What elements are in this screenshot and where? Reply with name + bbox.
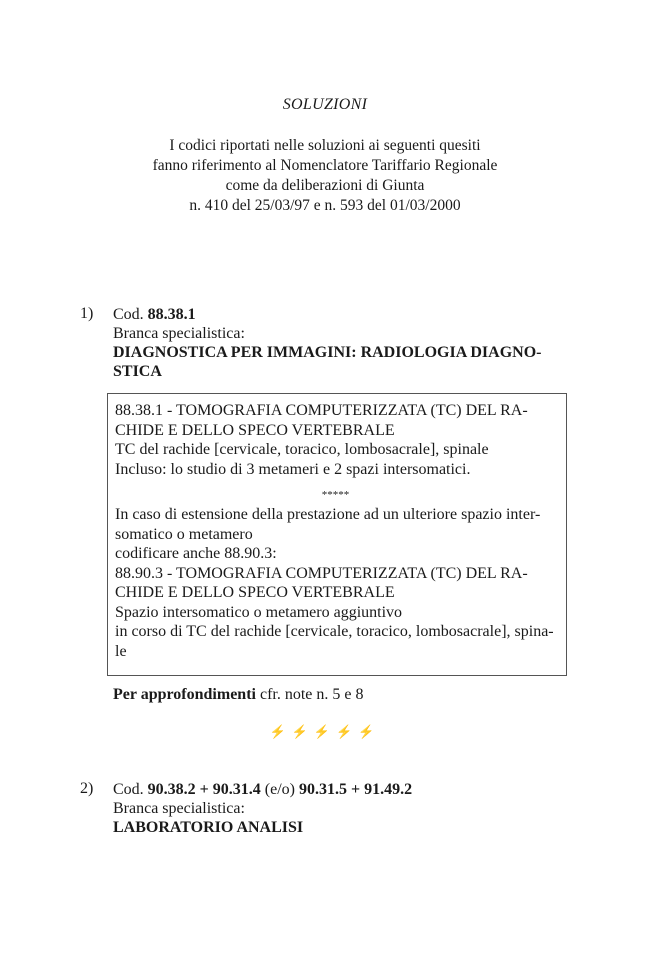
question-1 [113, 305, 568, 381]
further-reading-text: cfr. note n. 5 e 8 [255, 686, 364, 703]
intro-line: come da deliberazioni di Giunta [225, 177, 425, 194]
section-separator: ⚡⚡⚡⚡⚡ [269, 724, 381, 739]
box-line: 88.90.3 - TOMOGRAFIA COMPUTERIZZATA (TC) DEL RA- [115, 564, 528, 582]
box-line: 88.38.1 - TOMOGRAFIA COMPUTERIZZATA (TC) DEL RA- [115, 402, 528, 419]
intro-line: n. 410 del 25/03/97 e n. 593 del 01/03/2000 [189, 197, 461, 214]
question-number-2: 2) [80, 780, 94, 797]
further-reading-label: Per approfondimenti [113, 686, 256, 703]
question-number-1: 1) [80, 305, 94, 322]
code-value: 90.38.2 + 90.31.4 [147, 781, 261, 798]
branch-name-line: DIAGNOSTICA PER IMMAGINI: RADIOLOGIA DIAGNO- [113, 344, 542, 361]
box-line: somatico o metamero [115, 525, 253, 543]
intro-line: fanno riferimento al Nomenclatore Tariffario Regionale [152, 157, 498, 174]
code-line [113, 780, 568, 799]
branch-label: Branca specialistica: [113, 800, 245, 817]
intro-line: I codici riportati nelle soluzioni ai seguenti quesiti [169, 137, 481, 154]
branch-name-line: LABORATORIO ANALISI [113, 819, 304, 836]
code-label: Cod. [113, 306, 144, 323]
code-connector: (e/o) [260, 781, 299, 798]
code-label: Cod. [113, 781, 144, 798]
box-line: TC del rachide [cervicale, toracico, lombosacrale], spinale [115, 441, 489, 458]
box-line: In caso di estensione della prestazione ad un ulteriore spazio inter- [115, 506, 541, 523]
box-stars-separator: ***** [321, 489, 350, 501]
code-value: 88.38.1 [147, 306, 196, 323]
page-title: SOLUZIONI [282, 96, 368, 113]
box-line: Incluso: lo studio di 3 metameri e 2 spazi intersomatici. [115, 460, 471, 478]
further-reading [113, 686, 364, 704]
box-line: in corso di TC del rachide [cervicale, toracico, lombosacrale], spina- [115, 623, 554, 640]
code-description-box [107, 393, 567, 676]
question-2 [113, 780, 568, 837]
box-line: CHIDE E DELLO SPECO VERTEBRALE [115, 421, 395, 439]
box-line: le [115, 642, 127, 660]
branch-name-line: STICA [113, 363, 162, 380]
intro-paragraph [0, 136, 650, 216]
box-line: codificare anche 88.90.3: [115, 545, 277, 562]
box-line: CHIDE E DELLO SPECO VERTEBRALE [115, 584, 395, 601]
box-line: Spazio intersomatico o metamero aggiuntivo [115, 603, 403, 621]
code-line [113, 305, 568, 324]
code-value: 90.31.5 + 91.49.2 [299, 781, 413, 798]
branch-label: Branca specialistica: [113, 325, 245, 342]
